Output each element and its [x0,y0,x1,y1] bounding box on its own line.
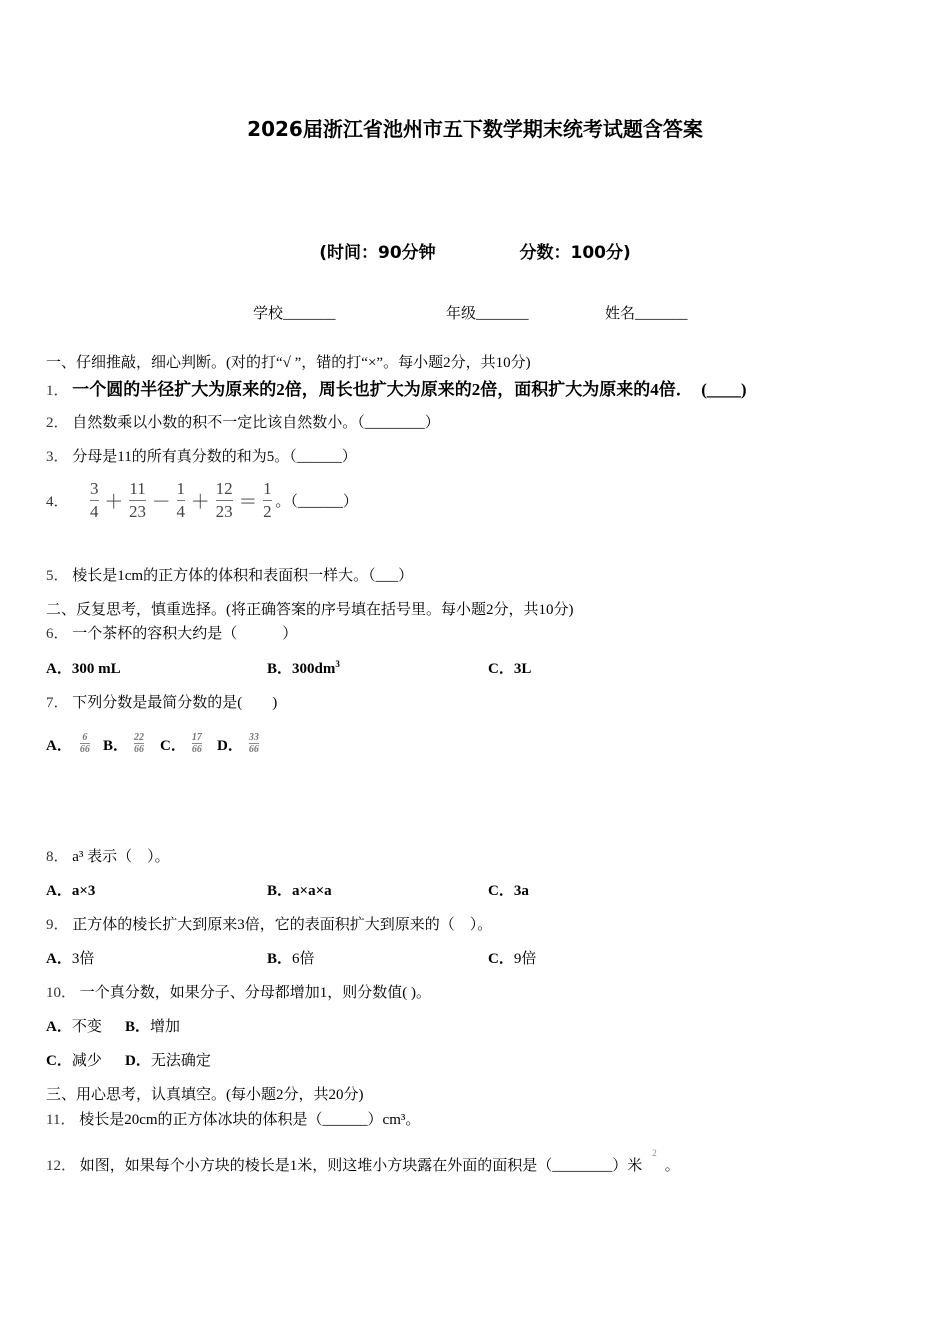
question-11 [46,1108,420,1129]
question-number: 10． [46,985,77,1001]
option-a[interactable]: A． $\frac{6}{66}$ [46,732,90,755]
question-text: 正方体的棱长扩大到原来3倍，它的表面积扩大到原来的（ ）。 [72,917,493,933]
fraction-image: $\frac{6}{66}$ [79,732,90,755]
question-text: 棱长是1cm的正方体的体积和表面积一样大。（___） [72,568,414,584]
question-tail: 。（______） [275,494,358,510]
name-field[interactable]: 姓名_______ [605,306,688,322]
question-text: a³ 表示（ ）。 [72,849,170,865]
exam-time: (时间：90分钟 [319,243,436,263]
option-a[interactable]: A．3倍 [46,951,95,967]
section-heading-1: 一、仔细推敲，细心判断。(对的打“√ ”，错的打“×”。每小题2分，共10分) [46,355,531,371]
option-d[interactable]: D．无法确定 [125,1053,211,1069]
question-6 [46,622,297,643]
question-text: 分母是11的所有真分数的和为5。（______） [72,449,357,465]
question-number: 1． [46,383,69,399]
question-text: 自然数乘以小数的积不一定比该自然数小。（________） [72,415,440,431]
fraction: $\frac{3}{4}$ [90,479,99,521]
question-number: 11． [46,1112,76,1128]
operator: ＋ [190,492,210,513]
school-field[interactable]: 学校_______ [253,306,336,322]
question-4 [46,478,358,523]
question-text: 一个圆的半径扩大为原来的2倍，周长也扩大为原来的2倍，面积扩大为原来的4倍． (____) [72,380,747,399]
grade-field[interactable]: 年级_______ [446,306,529,322]
question-number: 9． [46,917,69,933]
option-c[interactable]: C．3a [488,883,529,899]
fraction-image: $\frac{33}{66}$ [248,732,259,755]
question-text: 棱长是20cm的正方体冰块的体积是（______）cm³。 [79,1112,421,1128]
fraction: $\frac{1}{2}$ [263,479,272,521]
option-b[interactable]: B．增加 [125,1019,181,1035]
option-c[interactable]: C．9倍 [488,951,537,967]
exam-score: 分数：100分) [519,243,631,263]
question-number: 2． [46,415,69,431]
option-d[interactable]: D． $\frac{33}{66}$ [217,732,259,755]
question-3 [46,445,357,466]
option-c[interactable]: C．减少 [46,1053,102,1069]
question-7 [46,691,277,712]
option-a[interactable]: A．不变 [46,1019,102,1035]
question-text: 如图，如果每个小方块的棱长是1米，则这堆小方块露在外面的面积是（________）米 [79,1158,643,1174]
question-number: 4． [46,494,69,510]
page-title: 2026届浙江省池州市五下数学期末统考试题含答案 [247,117,703,141]
question-number: 5． [46,568,69,584]
question-text: 一个茶杯的容积大约是（ ） [72,626,298,642]
section-heading-3: 三、用心思考，认真填空。(每小题2分，共20分) [46,1087,364,1103]
question-8 [46,845,170,866]
question-number: 8． [46,849,69,865]
question-9 [46,913,492,934]
operator: ＝ [238,492,258,513]
option-a[interactable]: A．300 mL [46,661,121,677]
option-c[interactable]: C．3L [488,661,532,677]
option-b[interactable]: B．6倍 [267,951,315,967]
option-b[interactable]: B．a×a×a [267,883,332,899]
option-a[interactable]: A．a×3 [46,883,96,899]
question-number: 7． [46,695,69,711]
question-number: 12． [46,1158,77,1174]
question-2 [46,411,440,432]
superscript: 2 [652,1148,657,1158]
question-text: 下列分数是最简分数的是( ) [72,695,278,711]
fraction-image: $\frac{17}{66}$ [191,732,202,755]
question-text: 一个真分数，如果分子、分母都增加1，则分数值( )。 [79,985,432,1001]
fraction: $\frac{1}{4}$ [176,479,186,521]
exam-meta [0,238,950,263]
question-5 [46,564,413,585]
option-b[interactable]: B． $\frac{22}{66}$ [103,732,145,755]
question-10 [46,981,431,1002]
operator: － [151,492,171,513]
fraction: $\frac{12}{23}$ [215,479,233,521]
fraction-image: $\frac{22}{66}$ [134,732,145,755]
fraction: $\frac{11}{23}$ [129,479,147,521]
option-b[interactable]: B．$300dm^3$ [267,659,340,677]
operator: ＋ [104,492,124,513]
section-heading-2: 二、反复思考，慎重选择。(将正确答案的序号填在括号里。每小题2分，共10分) [46,602,574,618]
question-1 [46,375,747,400]
question-number: 6． [46,626,69,642]
question-number: 3． [46,449,69,465]
question-12: 12． 如图，如果每个小方块的棱长是1米，则这堆小方块露在外面的面积是（________）米$^2$。 [46,1148,680,1174]
option-c[interactable]: C． $\frac{17}{66}$ [160,732,202,755]
